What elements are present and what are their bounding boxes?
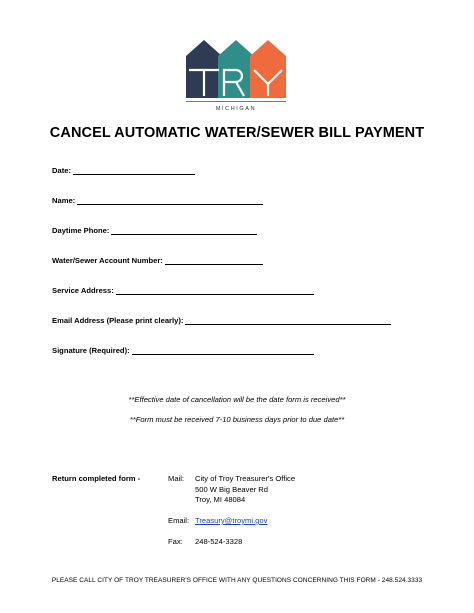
email-address-line[interactable]: [185, 315, 391, 325]
daytime-phone-field[interactable]: [52, 225, 257, 235]
date-line[interactable]: [73, 165, 195, 175]
page-title: CANCEL AUTOMATIC WATER/SEWER BILL PAYMENT: [49, 125, 425, 141]
mail-line-3: Troy, MI 48084: [195, 495, 246, 504]
mail-line-1: City of Troy Treasurer's Office: [195, 474, 296, 483]
name-label: Name:: [52, 196, 76, 205]
service-address-label: Service Address:: [52, 286, 114, 295]
daytime-phone-line[interactable]: [111, 225, 257, 235]
fax-label: Fax:: [168, 537, 183, 546]
account-number-line[interactable]: [165, 255, 263, 265]
service-address-field[interactable]: [52, 285, 314, 295]
footer-notice: PLEASE CALL CITY OF TROY TREASURER'S OFFICE WITH ANY QUESTIONS CONCERNING THIS FORM - 248.524.3333: [51, 577, 423, 584]
service-address-line[interactable]: [116, 285, 314, 295]
email-address-field[interactable]: [52, 315, 391, 325]
signature-field[interactable]: [52, 345, 314, 355]
email-address-label: Email Address (Please print clearly):: [52, 316, 184, 325]
date-label: Date:: [52, 166, 71, 175]
email-label: Email:: [168, 516, 190, 525]
account-number-label: Water/Sewer Account Number:: [52, 256, 163, 265]
name-line[interactable]: [77, 195, 263, 205]
logo-sub-text: MICHIGAN: [215, 106, 257, 112]
return-form-label: Return completed form -: [52, 474, 141, 483]
mail-label: Mail:: [168, 474, 185, 483]
mail-line-2: 500 W Big Beaver Rd: [195, 484, 269, 494]
troy-logo-icon: [184, 40, 288, 114]
email-link[interactable]: Treasury@troymi.gov: [195, 516, 268, 525]
date-field[interactable]: [52, 165, 195, 175]
business-days-note: **Form must be received 7-10 business days prior to due date**: [129, 415, 345, 424]
fax-number: 248-524-3328: [195, 537, 243, 546]
signature-line[interactable]: [132, 345, 314, 355]
signature-label: Signature (Required):: [52, 346, 130, 355]
name-field[interactable]: [52, 195, 263, 205]
daytime-phone-label: Daytime Phone:: [52, 226, 110, 235]
effective-date-note: **Effective date of cancellation will be the date form is received**: [128, 395, 346, 404]
account-number-field[interactable]: [52, 255, 263, 265]
troy-logo: [184, 40, 288, 114]
